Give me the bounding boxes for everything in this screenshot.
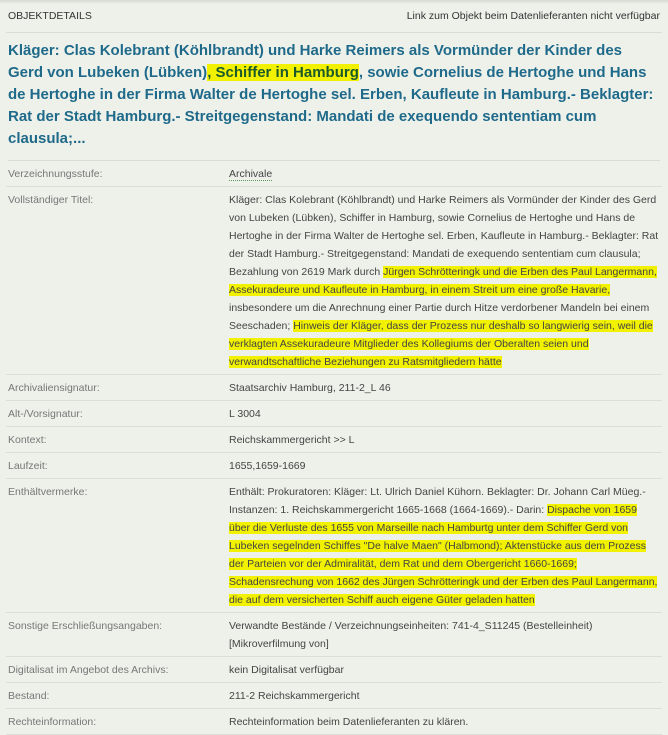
detail-label: Bestand: xyxy=(8,690,50,702)
detail-value xyxy=(229,713,660,731)
detail-row xyxy=(6,401,662,427)
title-text: Kläger: Clas Kolebrant (Köhlbrandt) und Harke Reimers als Vormünder der Kinder des Gerd von Lubeken (Lübken) xyxy=(8,42,623,81)
detail-label: Sonstige Erschließungsangaben: xyxy=(8,620,163,632)
top-shadow xyxy=(0,0,668,4)
details-table xyxy=(0,161,668,735)
detail-row xyxy=(6,683,662,709)
value-text: insbesondere um die Anrechnung einer Partie durch Hitze verdorbener Mandeln bei einem Seeschaden; xyxy=(229,302,650,332)
detail-label: Verzeichnungsstufe: xyxy=(8,168,103,180)
value-text: kein Digitalisat verfügbar xyxy=(229,664,344,676)
value-text: 211-2 Reichskammergericht xyxy=(229,690,360,702)
detail-row xyxy=(6,375,662,401)
detail-row xyxy=(6,161,662,187)
detail-value xyxy=(229,191,660,371)
detail-label: Archivaliensignatur: xyxy=(8,382,100,394)
section-title: OBJEKTDETAILS xyxy=(8,10,92,22)
detail-label: Laufzeit: xyxy=(8,460,48,472)
detail-row xyxy=(6,657,662,683)
value-text: Reichskammergericht >> L xyxy=(229,434,355,446)
detail-label: Vollständiger Titel: xyxy=(8,194,94,206)
detail-label: Alt-/Vorsignatur: xyxy=(8,408,83,420)
detail-value xyxy=(229,431,660,449)
source-link-note: Link zum Objekt beim Datenlieferanten nicht verfügbar xyxy=(406,10,660,22)
value-text: Staatsarchiv Hamburg, 211-2_L 46 xyxy=(229,382,391,394)
detail-value xyxy=(229,379,660,397)
detail-value xyxy=(229,661,660,679)
value-text: Verwandte Bestände / Verzeichnungseinheiten: 741-4_S11245 (Bestelleinheit) [Mikroverfilmung von] xyxy=(229,620,593,650)
title-highlight: , Schiffer in Hamburg xyxy=(207,64,359,81)
detail-row xyxy=(6,479,662,613)
highlighted-text: Hinweis der Kläger, dass der Prozess nur deshalb so langwierig sein, weil die verklagten Assekuradeure Mitglieder des Kollegiums der Oberalten seien und verwandtschaftliche Beziehungen zu Ratsmitgliedern hätte xyxy=(229,320,653,368)
detail-row xyxy=(6,187,662,375)
detail-label: Digitalisat im Angebot des Archivs: xyxy=(8,664,169,676)
title-text-rest: , sowie Cornelius de Hertoghe und Hans de Hertoghe in der Firma Walter de Hertoghe sel. Erben, Kaufleute in Hamburg.- Beklagter: Rat der Stadt Hamburg.- Streitgegenstand: Mandati de exequendo sententiam cum clausula;... xyxy=(8,64,654,147)
value-text: L 3004 xyxy=(229,408,261,420)
value-text: Kläger: Clas Kolebrant (Köhlbrandt) und Harke Reimers als Vormünder der Kinder des Gerd von Lubeken (Lübken), Schiffer in Hamburg, sowie Cornelius de Hertoghe und Hans de Hertoghe in der Firma Walter de Hertoghe sel. Erben, Kaufleute in Hamburg.- Beklagter: Rat der Stadt Hamburg.- Streitgegenstand: Mandati de exequendo sententiam cum clausula; Bezahlung von 2619 Mark durch xyxy=(229,194,659,278)
detail-row xyxy=(6,613,662,657)
detail-value xyxy=(229,687,660,705)
detail-value xyxy=(229,617,660,653)
object-title xyxy=(8,33,660,161)
value-text: 1655,1659-1669 xyxy=(229,460,306,472)
value-text: Enthält: Prokuratoren: Kläger: Lt. Ulrich Daniel Kühorn. Beklagter: Dr. Johann Carl Müeg.- Instanzen: 1. Reichskammergericht 1665-1668 (1664-1669).- Darin: xyxy=(229,486,646,516)
detail-value xyxy=(229,457,660,475)
level-link[interactable]: Archivale xyxy=(229,168,273,180)
detail-value xyxy=(229,165,660,183)
highlighted-text: Dispache von 1659 über die Verluste des 1655 von Marseille nach Hamburtg unter dem Schiffer Gerd von Lubeken segelnden Schiffes "De halve Maen" (Halbmond); Aktenstücke aus dem Prozess der Parteien vor der Admiralität, dem Rat und dem Obergericht 1660-1669; Schadensrechung von 1662 des Jürgen Schrötteringk und der Erben des Paul Langermann, die auf dem versicherten Schiff auch eigene Güter geladen hatten xyxy=(229,504,658,606)
detail-label: Kontext: xyxy=(8,434,47,446)
highlighted-text: Jürgen Schrötteringk und die Erben des Paul Langermann, Assekuradeure und Kaufleute in Hamburg, in einem Streit um eine große Havarie, xyxy=(229,266,657,296)
detail-row xyxy=(6,427,662,453)
detail-value xyxy=(229,483,660,609)
value-text: Rechteinformation beim Datenlieferanten zu klären. xyxy=(229,716,469,728)
detail-row xyxy=(6,709,662,735)
section-header xyxy=(6,0,662,33)
detail-label: Enthältvermerke: xyxy=(8,486,88,498)
detail-value xyxy=(229,405,660,423)
detail-label: Rechteinformation: xyxy=(8,716,97,728)
detail-row xyxy=(6,453,662,479)
